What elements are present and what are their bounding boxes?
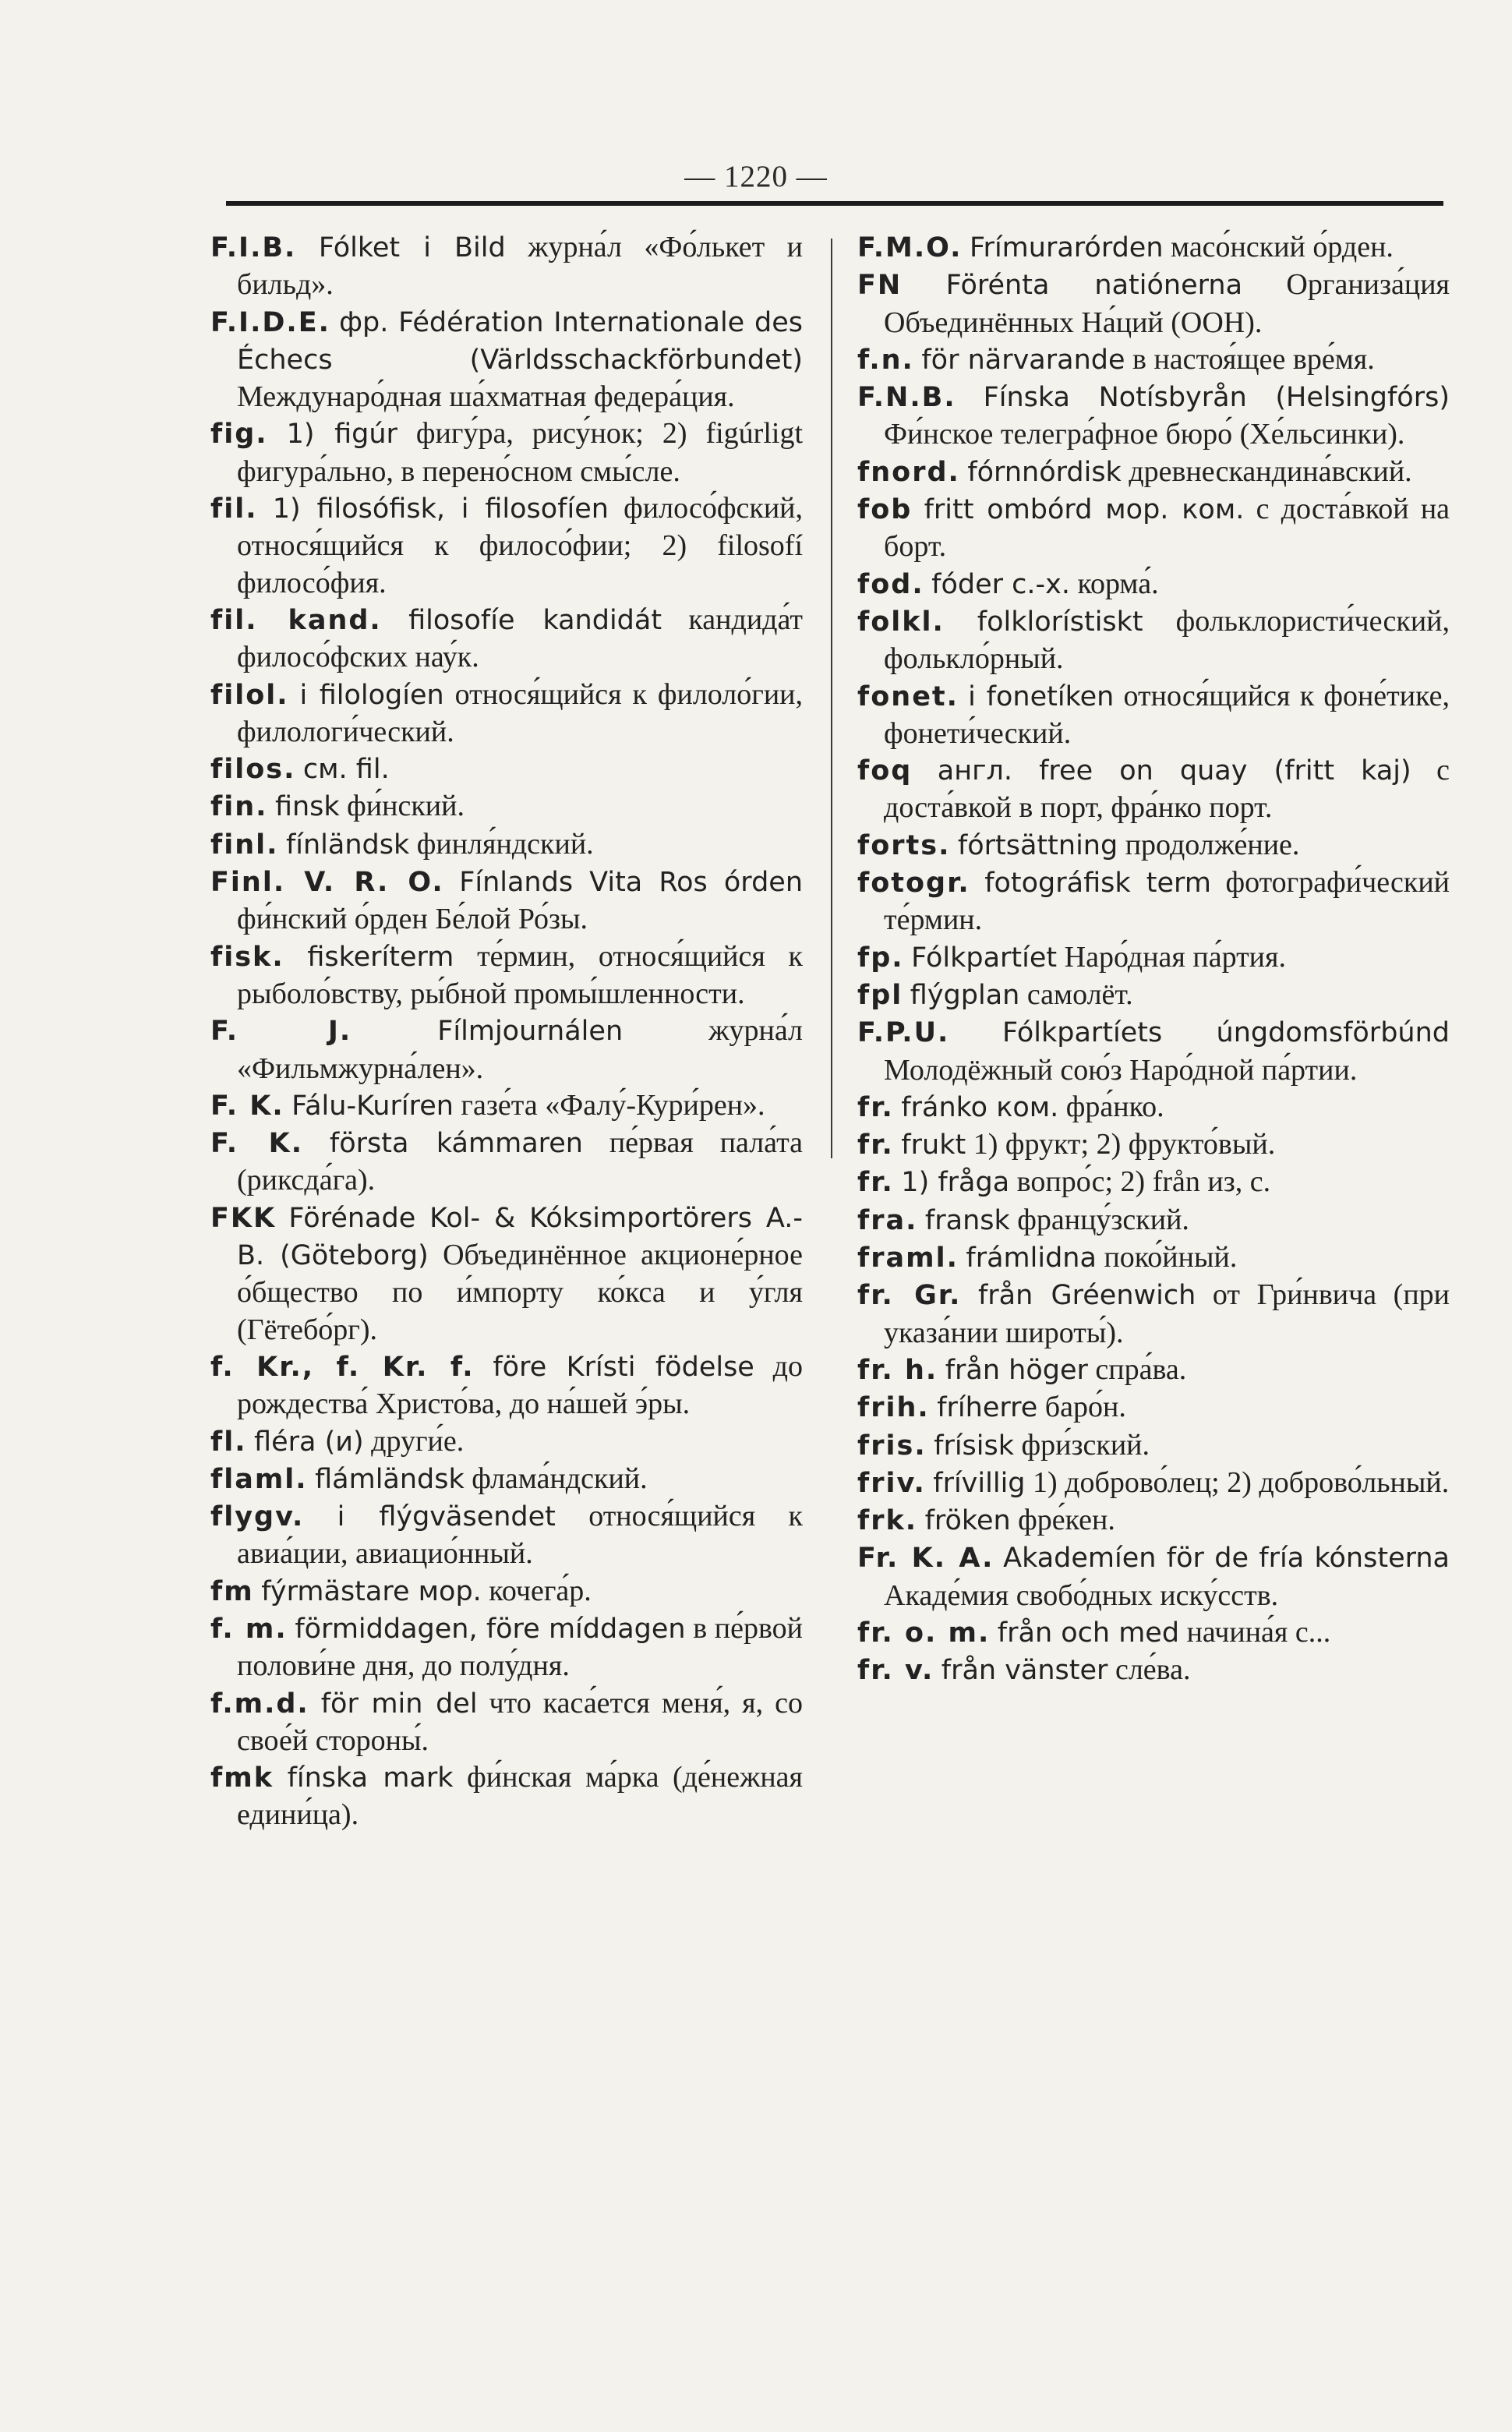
entry-full-form: frámlidna bbox=[966, 1243, 1097, 1274]
dictionary-entry bbox=[857, 341, 1450, 379]
entry-abbreviation: f.m.d. bbox=[210, 1688, 309, 1720]
entry-full-form: för närvarande bbox=[921, 344, 1125, 376]
entry-translation: фре́кен. bbox=[1018, 1504, 1115, 1537]
entry-full-form: före Krísti födelse bbox=[493, 1351, 754, 1383]
entry-abbreviation: f. m. bbox=[210, 1613, 288, 1645]
dictionary-entry bbox=[857, 603, 1450, 678]
entry-full-form: fórtsättning bbox=[957, 829, 1118, 861]
entry-translation: Объединённое акционе́рное о́бщество по и́мпорту ко́кса и у́гля (Гётебо́рг). bbox=[237, 1239, 803, 1346]
entry-translation: фигу́ра, рису́нок; 2) figúrligt фигура́льно, в перено́сном смы́сле. bbox=[237, 417, 804, 488]
entry-abbreviation: friv. bbox=[857, 1467, 926, 1499]
dictionary-entry bbox=[857, 1502, 1450, 1539]
entry-translation: 1) доброво́лец; 2) доброво́льный. bbox=[1033, 1465, 1450, 1499]
entry-translation: други́е. bbox=[371, 1424, 465, 1458]
entry-translation: корма́. bbox=[1077, 567, 1159, 600]
dictionary-entry bbox=[857, 1277, 1450, 1352]
entry-abbreviation: Finl. V. R. O. bbox=[210, 867, 444, 899]
entry-translation: кочега́р. bbox=[489, 1574, 592, 1607]
dictionary-entry bbox=[210, 939, 803, 1013]
entry-abbreviation: foq bbox=[857, 755, 913, 787]
entry-translation: Организа́ция Объединённых На́ций (ООН). bbox=[884, 268, 1450, 339]
entry-abbreviation: F.P.U. bbox=[857, 1017, 950, 1049]
dictionary-entry bbox=[210, 490, 803, 602]
dictionary-entry bbox=[857, 1126, 1450, 1164]
entry-full-form: Fálu-Kuríren bbox=[291, 1090, 454, 1122]
entry-translation: древнескандина́вский. bbox=[1129, 454, 1412, 488]
entry-translation: Акаде́мия свобо́дных иску́сств. bbox=[884, 1578, 1279, 1612]
entry-full-form: 1) filosófisk, i filosofíen bbox=[272, 493, 609, 525]
dictionary-entry bbox=[210, 1013, 803, 1087]
entry-abbreviation: forts. bbox=[857, 829, 951, 861]
dictionary-entry bbox=[210, 229, 803, 304]
entry-abbreviation: F. K. bbox=[210, 1090, 284, 1122]
entry-full-form: Fólkpartíets úngdomsförbúnd bbox=[1002, 1017, 1450, 1049]
entry-abbreviation: fonet. bbox=[857, 680, 959, 712]
entry-translation: что каса́ется меня́, я, со свое́й стороны́. bbox=[237, 1686, 803, 1757]
dictionary-entry bbox=[857, 566, 1450, 603]
entry-full-form: flýgplan bbox=[910, 979, 1020, 1011]
entry-translation: 1) фрукт; 2) фрукто́вый. bbox=[973, 1128, 1276, 1161]
entry-full-form: см. fil. bbox=[302, 754, 390, 786]
entry-translation: журна́л «Фо́лькет и бильд». bbox=[237, 231, 804, 302]
dictionary-entry bbox=[210, 1349, 803, 1423]
entry-abbreviation: fmk bbox=[210, 1762, 274, 1794]
entry-abbreviation: frih. bbox=[857, 1392, 930, 1424]
dictionary-entry bbox=[857, 267, 1450, 341]
dictionary-entry bbox=[210, 304, 803, 416]
entry-full-form: Förénta natiónerna bbox=[945, 270, 1243, 302]
dictionary-entry bbox=[210, 1200, 803, 1349]
dictionary-entry bbox=[857, 678, 1450, 753]
entry-translation: Молодёжный сою́з Наро́дной па́ртии. bbox=[884, 1053, 1358, 1087]
entry-translation: фотографи́ческий те́рмин. bbox=[884, 866, 1450, 937]
dictionary-entry bbox=[857, 1652, 1450, 1689]
entry-translation: в настоя́щее вре́мя. bbox=[1132, 342, 1375, 376]
entry-full-form: frukt bbox=[901, 1129, 966, 1161]
dictionary-entry bbox=[857, 1427, 1450, 1465]
entry-translation: фи́нский. bbox=[347, 790, 465, 823]
entry-full-form: фр. Fédération Internationale des Échecs (Världsschackförbundet) bbox=[237, 306, 803, 376]
entry-translation: фи́нская ма́рка (де́нежная едини́ца). bbox=[237, 1761, 804, 1832]
dictionary-entry bbox=[857, 1389, 1450, 1426]
entry-translation: кандида́т филосо́фских нау́к. bbox=[237, 603, 803, 674]
dictionary-entry bbox=[210, 1685, 803, 1760]
entry-full-form: i filologíen bbox=[299, 679, 444, 711]
entry-abbreviation: folkl. bbox=[857, 606, 945, 638]
dictionary-entry bbox=[857, 454, 1450, 491]
entry-translation: относя́щийся к фоне́тике, фонети́ческий. bbox=[884, 679, 1450, 750]
dictionary-entry bbox=[857, 1614, 1450, 1652]
entry-abbreviation: fob bbox=[857, 494, 913, 526]
dictionary-entry bbox=[210, 1573, 803, 1610]
dictionary-entry bbox=[210, 1498, 803, 1573]
dictionary-entry bbox=[210, 602, 803, 677]
entry-abbreviation: fotogr. bbox=[857, 868, 970, 900]
dictionary-entry bbox=[210, 677, 803, 751]
entry-full-form: från vänster bbox=[941, 1655, 1108, 1687]
dictionary-entry bbox=[857, 752, 1450, 827]
entry-translation: Фи́нское телегра́фное бюро́ (Хе́льсинки). bbox=[884, 418, 1405, 451]
dictionary-entry bbox=[210, 826, 803, 864]
entry-abbreviation: F.N.B. bbox=[857, 382, 956, 414]
entry-translation: начина́я с... bbox=[1186, 1615, 1331, 1649]
entry-full-form: frívillig bbox=[933, 1467, 1026, 1499]
entry-full-form: fínländsk bbox=[285, 829, 410, 861]
entry-full-form: fotográfisk term bbox=[984, 868, 1211, 900]
entry-abbreviation: fig. bbox=[210, 419, 268, 451]
entry-abbreviation: FN bbox=[857, 270, 903, 302]
entry-translation: с доста́вкой на борт. bbox=[884, 493, 1450, 564]
dictionary-entry bbox=[210, 1423, 803, 1461]
entry-full-form: flámländsk bbox=[315, 1463, 465, 1495]
entry-translation: самолёт. bbox=[1026, 977, 1133, 1011]
entry-abbreviation: fnord. bbox=[857, 456, 960, 488]
entry-translation: фра́нко. bbox=[1065, 1090, 1164, 1123]
entry-abbreviation: fris. bbox=[857, 1430, 927, 1462]
entry-abbreviation: fr. bbox=[857, 1129, 894, 1161]
entry-full-form: för min del bbox=[320, 1688, 478, 1720]
entry-abbreviation: f. Kr., f. Kr. f. bbox=[210, 1351, 475, 1383]
entry-abbreviation: fil. kand. bbox=[210, 604, 382, 636]
entry-full-form: fórnnórdisk bbox=[967, 456, 1122, 488]
entry-full-form: 1) fråga bbox=[901, 1167, 1010, 1199]
entry-abbreviation: flygv. bbox=[210, 1501, 305, 1533]
entry-abbreviation: fr. bbox=[857, 1167, 894, 1199]
entry-full-form: fritt ombórd мор. ком. bbox=[924, 494, 1245, 526]
dictionary-entry bbox=[210, 415, 803, 490]
entry-translation: финля́ндский. bbox=[416, 827, 594, 861]
entry-full-form: Frímurarórden bbox=[969, 232, 1164, 263]
entry-abbreviation: FKK bbox=[210, 1202, 277, 1234]
entry-abbreviation: fin. bbox=[210, 791, 268, 823]
entry-abbreviation: flaml. bbox=[210, 1463, 308, 1495]
entry-full-form: Fínlands Vita Ros órden bbox=[459, 867, 804, 899]
entry-translation: флама́ндский. bbox=[472, 1462, 648, 1495]
dictionary-entry bbox=[210, 751, 803, 788]
entry-full-form: fiskeríterm bbox=[307, 941, 454, 973]
dictionary-entry bbox=[857, 1352, 1450, 1389]
right-column bbox=[857, 229, 1450, 1690]
entry-translation: продолже́ние. bbox=[1125, 828, 1300, 861]
entry-abbreviation: F.M.O. bbox=[857, 232, 963, 263]
entry-abbreviation: fpl bbox=[857, 979, 903, 1011]
entry-abbreviation: F. K. bbox=[210, 1128, 304, 1160]
entry-abbreviation: fp. bbox=[857, 942, 904, 974]
dictionary-entry bbox=[857, 1164, 1450, 1201]
entry-abbreviation: fr. Gr. bbox=[857, 1280, 962, 1312]
entry-full-form: Fílmjournálen bbox=[437, 1016, 624, 1048]
entry-full-form: Fólkpartíet bbox=[911, 942, 1058, 974]
entry-full-form: förmiddagen, före míddagen bbox=[295, 1613, 686, 1645]
dictionary-entry bbox=[857, 977, 1450, 1014]
page-number: — 1220 — bbox=[684, 160, 828, 193]
dictionary-entry bbox=[210, 1759, 803, 1834]
entry-abbreviation: fil. bbox=[210, 493, 258, 525]
entry-full-form: fínska mark bbox=[287, 1762, 454, 1794]
entry-abbreviation: Fr. K. A. bbox=[857, 1543, 994, 1575]
entry-full-form: i flýgväsendet bbox=[337, 1501, 556, 1533]
entry-full-form: i fonetíken bbox=[968, 680, 1115, 712]
entry-translation: масо́нский о́рден. bbox=[1171, 231, 1394, 263]
entry-abbreviation: fr. o. m. bbox=[857, 1617, 991, 1649]
entry-full-form: fránko ком. bbox=[901, 1091, 1059, 1123]
entry-abbreviation: filol. bbox=[210, 679, 289, 711]
dictionary-entry bbox=[210, 1610, 803, 1685]
entry-full-form: fröken bbox=[924, 1505, 1011, 1537]
entry-full-form: fýrmästare мор. bbox=[261, 1575, 482, 1607]
entry-full-form: första kámmaren bbox=[329, 1128, 583, 1160]
entry-abbreviation: f.n. bbox=[857, 344, 914, 376]
entry-full-form: Förénade Kol- & Kóksimportörers A.-B. (Göteborg) bbox=[237, 1202, 803, 1272]
entry-abbreviation: filos. bbox=[210, 754, 296, 786]
dictionary-entry bbox=[857, 1089, 1450, 1126]
entry-translation: францу́зский. bbox=[1017, 1203, 1189, 1236]
dictionary-entry bbox=[857, 491, 1450, 566]
entry-translation: журна́л «Фильмжурна́лен». bbox=[237, 1014, 803, 1085]
entry-abbreviation: fra. bbox=[857, 1204, 918, 1236]
entry-translation: относя́щийся к авиа́ции, авиацио́нный. bbox=[237, 1500, 803, 1571]
entry-translation: в пе́рвой полови́не дня, до полу́дня. bbox=[237, 1611, 804, 1683]
dictionary-entry bbox=[857, 827, 1450, 864]
entry-translation: от Гри́нвича (при указа́нии широты́). bbox=[884, 1278, 1450, 1349]
entry-abbreviation: fisk. bbox=[210, 941, 284, 973]
entry-full-form: från Gréenwich bbox=[977, 1280, 1196, 1312]
dictionary-entry bbox=[857, 1202, 1450, 1239]
left-column bbox=[210, 229, 803, 1834]
entry-translation: относя́щийся к филоло́гии, филологи́ческий. bbox=[237, 677, 804, 748]
header-rule bbox=[226, 201, 1443, 206]
entry-translation: с доста́вкой в порт, фра́нко порт. bbox=[884, 754, 1450, 825]
entry-abbreviation: F.I.D.E. bbox=[210, 306, 330, 338]
dictionary-entry bbox=[210, 864, 803, 939]
dictionary-entry bbox=[857, 1014, 1450, 1089]
entry-full-form: fóder с.-х. bbox=[931, 568, 1070, 600]
entry-translation: сле́ва. bbox=[1115, 1653, 1191, 1687]
entry-full-form: filosofíe kandidát bbox=[408, 604, 662, 636]
entry-abbreviation: frk. bbox=[857, 1505, 918, 1537]
entry-translation: фольклористи́ческий, фолькло́рный. bbox=[884, 604, 1450, 676]
dictionary-entry bbox=[210, 1125, 803, 1200]
entry-full-form: folklorístiskt bbox=[977, 606, 1143, 638]
dictionary-entry bbox=[210, 1461, 803, 1498]
dictionary-entry bbox=[210, 1087, 803, 1125]
entry-translation: Наро́дная па́ртия. bbox=[1064, 940, 1286, 974]
entry-translation: газе́та «Фалу́-Кури́рен». bbox=[461, 1088, 765, 1122]
entry-translation: филосо́фский, относя́щийся к филосо́фии; 2) filosofí филосо́фия. bbox=[237, 492, 804, 599]
entry-translation: пе́рвая пала́та (риксда́га). bbox=[237, 1126, 804, 1197]
entry-abbreviation: fm bbox=[210, 1575, 254, 1607]
dictionary-entry bbox=[857, 1465, 1450, 1502]
entry-translation: фри́зский. bbox=[1021, 1428, 1150, 1462]
entry-translation: баро́н. bbox=[1044, 1391, 1126, 1424]
entry-abbreviation: fr. v. bbox=[857, 1655, 934, 1687]
entry-full-form: fransk bbox=[924, 1204, 1010, 1236]
entry-full-form: Akademíen för de fría kónsterna bbox=[1003, 1543, 1450, 1575]
entry-translation: Междунаро́дная ша́хматная федера́ция. bbox=[237, 380, 735, 414]
entry-abbreviation: framl. bbox=[857, 1243, 959, 1274]
entry-full-form: från och med bbox=[997, 1617, 1180, 1649]
entry-translation: поко́йный. bbox=[1104, 1241, 1238, 1274]
dictionary-entry bbox=[857, 1539, 1450, 1614]
dictionary-entry bbox=[857, 379, 1450, 454]
entry-translation: вопро́с; 2) från из, с. bbox=[1016, 1165, 1271, 1199]
entry-translation: до рождества́ Христо́ва, до на́шей э́ры. bbox=[237, 1349, 804, 1421]
entry-abbreviation: finl. bbox=[210, 829, 279, 861]
entry-full-form: finsk bbox=[274, 791, 340, 823]
entry-translation: спра́ва. bbox=[1095, 1352, 1187, 1386]
entry-abbreviation: fr. bbox=[857, 1091, 894, 1123]
entry-abbreviation: fod. bbox=[857, 568, 924, 600]
dictionary-entry bbox=[857, 939, 1450, 977]
entry-abbreviation: F. J. bbox=[210, 1016, 352, 1048]
entry-translation: те́рмин, относя́щийся к рыболо́вству, ры́бной промы́шленности. bbox=[237, 939, 803, 1010]
entry-full-form: Fínska Notísbyrån (Helsingfórs) bbox=[983, 382, 1450, 414]
dictionary-entry bbox=[857, 864, 1450, 939]
dictionary-entry bbox=[857, 229, 1450, 267]
entry-full-form: fléra (и) bbox=[254, 1426, 364, 1458]
entry-full-form: från höger bbox=[945, 1354, 1088, 1386]
entry-full-form: Fólket i Bild bbox=[318, 232, 506, 263]
entry-abbreviation: F.I.B. bbox=[210, 232, 297, 263]
entry-full-form: 1) figúr bbox=[286, 419, 397, 451]
entry-full-form: англ. free on quay (fritt kaj) bbox=[937, 755, 1411, 787]
column-divider bbox=[831, 239, 832, 1158]
entry-abbreviation: fr. h. bbox=[857, 1354, 938, 1386]
entry-abbreviation: fl. bbox=[210, 1426, 247, 1458]
dictionary-entry bbox=[857, 1239, 1450, 1277]
entry-translation: фи́нский о́рден Бе́лой Ро́зы. bbox=[237, 903, 588, 936]
entry-full-form: frísisk bbox=[934, 1430, 1015, 1462]
entry-full-form: fríherre bbox=[937, 1392, 1038, 1424]
dictionary-entry bbox=[210, 788, 803, 825]
